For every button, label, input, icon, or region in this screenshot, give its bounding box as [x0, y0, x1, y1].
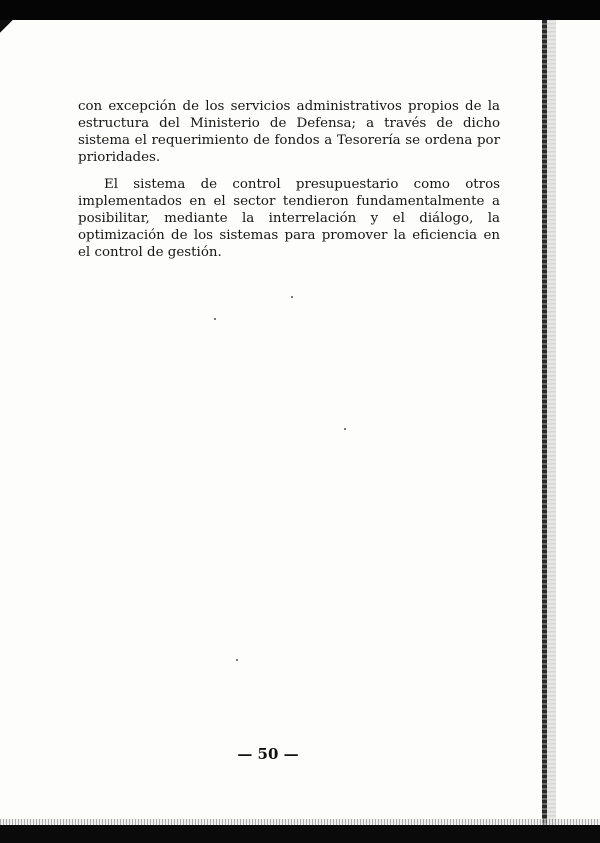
page-number: — 50 — [237, 745, 299, 763]
scan-right-edge [542, 20, 600, 825]
scan-speck [236, 659, 238, 661]
scan-speck [214, 318, 216, 320]
scan-speck [344, 428, 346, 430]
scan-top-border [0, 0, 600, 20]
paragraph-2: El sistema de control presupuestario como otros implementados en el sector tendieron fundamentalmente a posibilitar, mediante la interrelación y el diálogo, la optimización de los sistemas para promover la eficiencia en el control de gestión. [78, 177, 500, 260]
scan-bottom-border [0, 825, 600, 843]
scan-right-shadow [547, 20, 556, 825]
body-text [78, 98, 500, 261]
scan-speck [291, 296, 293, 298]
scan-corner-mark [0, 20, 14, 34]
paragraph-1: con excepción de los servicios administrativos propios de la estructura del Ministerio de Defensa; a través de dicho sistema el requerimiento de fondos a Tesorería se ordena por prioridades. [78, 99, 500, 165]
